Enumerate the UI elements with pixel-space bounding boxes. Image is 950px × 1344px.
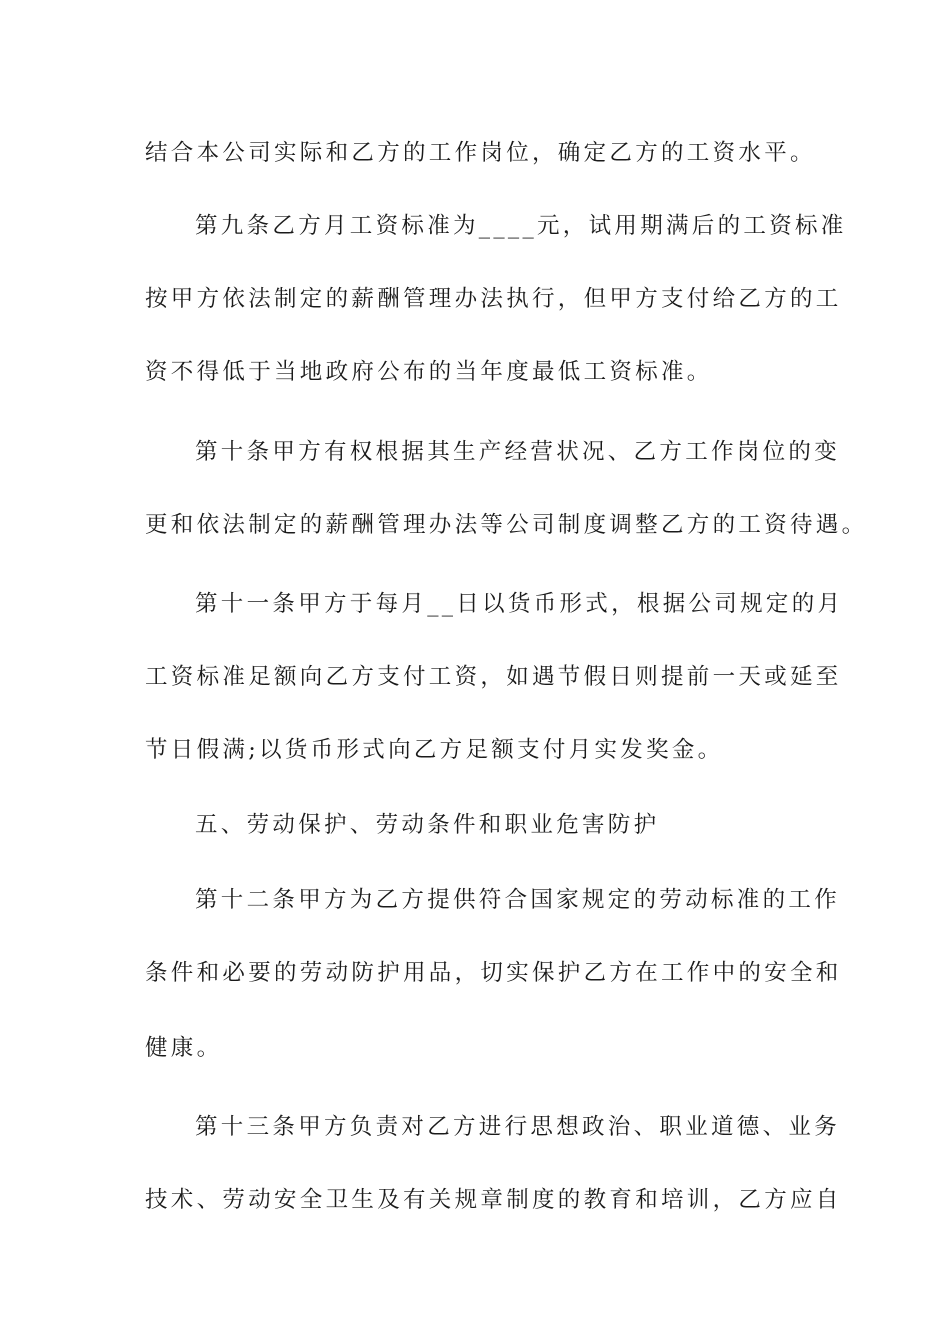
article-11-line: 第十一条甲方于每月__日以货币形式，根据公司规定的月	[195, 591, 844, 617]
text-line: 结合本公司实际和乙方的工作岗位，确定乙方的工资水平。	[145, 140, 816, 166]
text-line: 节日假满;以货币形式向乙方足额支付月实发奖金。	[145, 737, 724, 763]
article-9-line: 第九条乙方月工资标准为____元，试用期满后的工资标准	[195, 213, 847, 239]
section-heading: 五、劳动保护、劳动条件和职业危害防护	[195, 812, 660, 838]
text-line: 健康。	[145, 1035, 223, 1061]
text-line: 资不得低于当地政府公布的当年度最低工资标准。	[145, 359, 713, 385]
text-line: 条件和必要的劳动防护用品，切实保护乙方在工作中的安全和	[145, 960, 842, 986]
text-line: 技术、劳动安全卫生及有关规章制度的教育和培训，乙方应自	[145, 1187, 842, 1213]
article-10-line: 第十条甲方有权根据其生产经营状况、乙方工作岗位的变	[195, 439, 841, 465]
text-line: 更和依法制定的薪酬管理办法等公司制度调整乙方的工资待遇。	[145, 512, 868, 538]
article-12-line: 第十二条甲方为乙方提供符合国家规定的劳动标准的工作	[195, 887, 841, 913]
text-line: 按甲方依法制定的薪酬管理办法执行，但甲方支付给乙方的工	[145, 286, 842, 312]
text-line: 工资标准足额向乙方支付工资，如遇节假日则提前一天或延至	[145, 664, 842, 690]
article-13-line: 第十三条甲方负责对乙方进行思想政治、职业道德、业务	[195, 1114, 841, 1140]
